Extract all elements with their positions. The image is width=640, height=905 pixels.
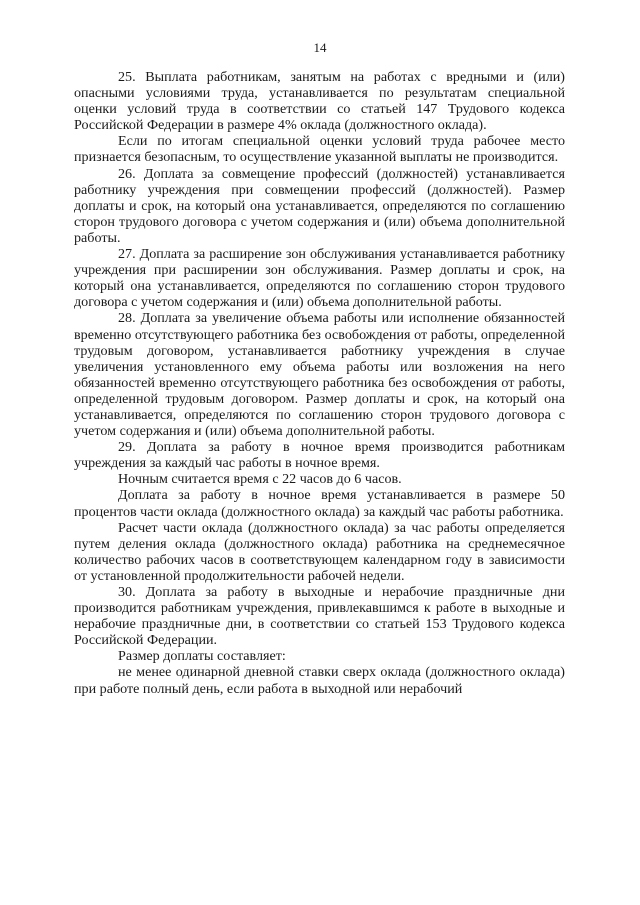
paragraph-29: 29. Доплата за работу в ночное время производится работникам учреждения за каждый час работы в ночное время. xyxy=(74,439,565,472)
paragraph-size-rule: не менее одинарной дневной ставки сверх оклада (должностного оклада) при работе полный день, если работа в выходной или нерабочий xyxy=(74,664,565,697)
paragraph-hourly-calc: Расчет части оклада (должностного оклада) за час работы определяется путем деления оклада (должностного оклада) работника на среднемесячное количество рабочих часов в соответствующем календарном году в зависимости от установленной продолжительности рабочей недели. xyxy=(74,519,565,584)
document-body xyxy=(74,69,565,697)
paragraph-size-intro: Размер доплаты составляет: xyxy=(118,648,286,665)
paragraph-27: 27. Доплата за расширение зон обслуживания устанавливается работнику учреждения при расширении зон обслуживания. Размер доплаты и срок, на который она устанавливается, определяются по соглашению сторон трудового договора с учетом содержания и (или) объема дополнительной работы. xyxy=(74,246,565,311)
paragraph-25: 25. Выплата работникам, занятым на работах с вредными и (или) опасными условиями труда, устанавливается по результатам специальной оценки условий труда в соответствии со статьей 147 Трудового кодекса Российской Федерации в размере 4% оклада (должностного оклада). xyxy=(74,69,565,134)
paragraph-28: 28. Доплата за увеличение объема работы или исполнение обязанностей временно отсутствующего работника без освобождения от работы, определенной трудовым договором, устанавливается работнику учреждения в случае увеличения установленного ему объема работы или возложения на него обязанностей временно отсутствующего работника без освобождения от работы, определенной трудовым договором. Размер доплаты и срок, на который она устанавливается, определяются по соглашению сторон трудового договора с учетом содержания и (или) объема дополнительной работы. xyxy=(74,310,565,440)
paragraph-26: 26. Доплата за совмещение профессий (должностей) устанавливается работнику учреждения при совмещении профессий (должностей). Размер доплаты и срок, на который она устанавливается, определяются по соглашению сторон трудового договора с учетом содержания и (или) объема дополнительной работы. xyxy=(74,165,565,246)
paragraph-30: 30. Доплата за работу в выходные и нерабочие праздничные дни производится работникам учреждения, привлекавшимся к работе в выходные и нерабочие праздничные дни, в соответствии со статьей 153 Трудового кодекса Российской Федерации. xyxy=(74,584,565,649)
paragraph-night-time: Ночным считается время с 22 часов до 6 часов. xyxy=(118,471,402,488)
page-number: 14 xyxy=(313,40,327,55)
paragraph-25-note: Если по итогам специальной оценки условий труда рабочее место признается безопасным, то осуществление указанной выплаты не производится. xyxy=(74,133,565,166)
paragraph-night-rate: Доплата за работу в ночное время устанавливается в размере 50 процентов части оклада (должностного оклада) за каждый час работы работника. xyxy=(74,487,565,520)
